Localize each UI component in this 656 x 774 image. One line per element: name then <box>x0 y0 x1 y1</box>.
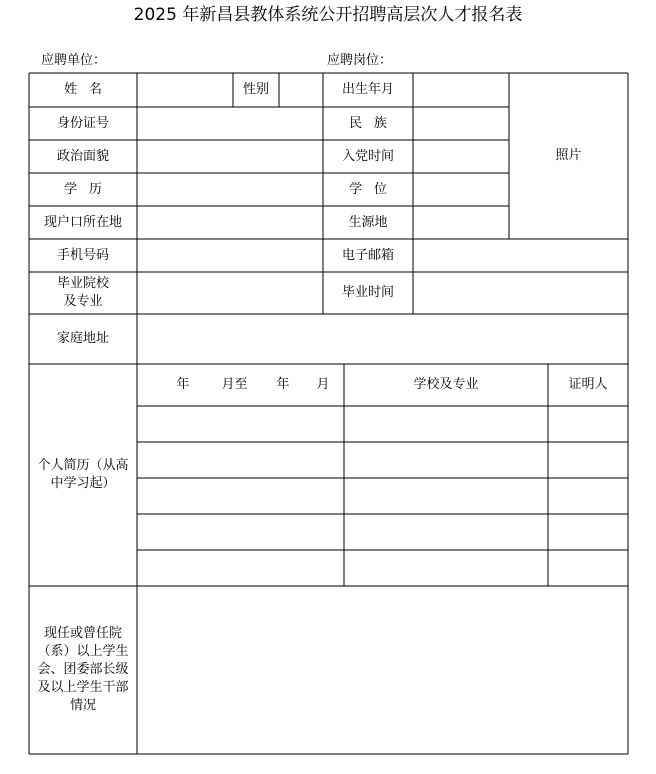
label-phone: 手机号码 <box>56 247 109 263</box>
label-political-status: 政治面貌 <box>56 148 109 164</box>
label-student-cadre: 现任或曾任院（系）以上学生会、团委部长级及以上学生干部情况 <box>37 626 129 713</box>
resume-witness-field[interactable] <box>548 442 628 478</box>
label-resume: 个人简历（从高中学习起） <box>37 458 129 491</box>
resume-school-field[interactable] <box>344 406 548 442</box>
label-gender: 性别 <box>242 82 269 97</box>
label-school-major: 毕业院校及专业 <box>56 276 109 309</box>
party-join-date-field[interactable] <box>413 140 509 173</box>
resume-period-header <box>137 364 344 406</box>
resume-period-field[interactable] <box>137 514 344 550</box>
id-number-field[interactable] <box>137 107 323 140</box>
resume-witness-field[interactable] <box>548 514 628 550</box>
name-field[interactable] <box>137 73 233 107</box>
label-id-number: 身份证号 <box>56 115 109 131</box>
email-field[interactable] <box>413 239 628 272</box>
resume-period-field[interactable] <box>137 442 344 478</box>
label-ethnicity: 民族 <box>349 115 399 131</box>
resume-school-field[interactable] <box>344 478 548 514</box>
phone-field[interactable] <box>137 239 323 272</box>
label-email: 电子邮箱 <box>341 247 394 263</box>
birth-field[interactable] <box>413 73 509 107</box>
applying-unit-label: 应聘单位： <box>41 53 107 68</box>
resume-period-field[interactable] <box>137 406 344 442</box>
label-name: 姓名 <box>64 82 114 97</box>
origin-field[interactable] <box>413 206 509 239</box>
applying-post-label: 应聘岗位： <box>327 53 393 68</box>
home-address-field[interactable] <box>137 314 628 364</box>
ethnicity-field[interactable] <box>413 107 509 140</box>
label-birth: 出生年月 <box>341 82 394 97</box>
resume-witness-field[interactable] <box>548 550 628 586</box>
label-education: 学历 <box>64 181 114 197</box>
resume-period-month1: 月至 <box>221 377 248 392</box>
education-field[interactable] <box>137 173 323 206</box>
resume-witness-header: 证明人 <box>568 377 608 392</box>
school-major-field[interactable] <box>137 272 323 314</box>
degree-field[interactable] <box>413 173 509 206</box>
resume-period-field[interactable] <box>137 550 344 586</box>
photo-box[interactable]: 照片 <box>555 148 582 163</box>
resume-period-year2: 年 <box>276 377 290 392</box>
political-status-field[interactable] <box>137 140 323 173</box>
residence-field[interactable] <box>137 206 323 239</box>
resume-school-field[interactable] <box>344 514 548 550</box>
graduation-date-field[interactable] <box>413 272 628 314</box>
label-graduation-date: 毕业时间 <box>341 285 394 300</box>
resume-school-field[interactable] <box>344 442 548 478</box>
resume-school-field[interactable] <box>344 550 548 586</box>
label-home-address: 家庭地址 <box>56 331 109 346</box>
gender-field[interactable] <box>279 73 323 107</box>
resume-school-header: 学校及专业 <box>413 377 479 392</box>
label-degree: 学位 <box>349 181 399 197</box>
student-cadre-field[interactable] <box>137 586 628 754</box>
resume-period-field[interactable] <box>137 478 344 514</box>
label-residence: 现户口所在地 <box>43 214 122 230</box>
resume-witness-field[interactable] <box>548 478 628 514</box>
label-origin: 生源地 <box>348 214 388 230</box>
resume-period-month2: 月 <box>316 377 330 392</box>
resume-period-year1: 年 <box>176 377 190 392</box>
resume-witness-field[interactable] <box>548 406 628 442</box>
label-party-join-date: 入党时间 <box>341 148 394 164</box>
form-title: 2025 年新昌县教体系统公开招聘高层次人才报名表 <box>133 5 523 25</box>
